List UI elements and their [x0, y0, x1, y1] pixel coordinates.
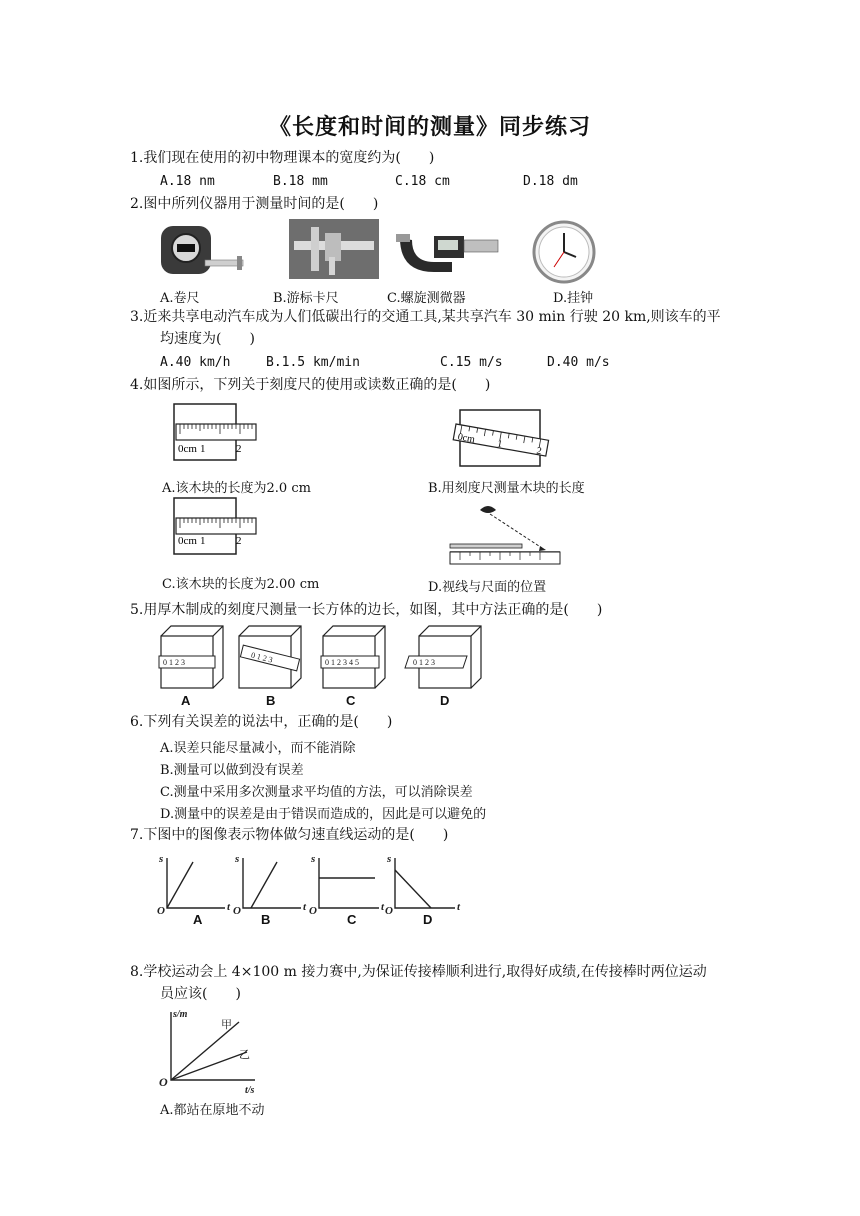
- svg-text:1: 1: [496, 438, 504, 451]
- cube-ruler-figure: [155, 622, 485, 690]
- svg-text:O: O: [233, 905, 241, 917]
- svg-text:0cm: 0cm: [178, 535, 197, 547]
- q4-caption-b: B.用刻度尺测量木块的长度: [428, 481, 585, 496]
- svg-text:0 1 2 3: 0 1 2 3: [163, 658, 185, 667]
- q7-axis-s-a: s: [159, 853, 164, 865]
- vernier-caliper-image: [289, 219, 379, 279]
- sm-ts-graph: [155, 1006, 275, 1096]
- q7-origin-a: O: [157, 905, 165, 917]
- question-2: 2.图中所列仪器用于测量时间的是( ): [130, 196, 379, 212]
- svg-text:s: s: [387, 853, 392, 865]
- q5-label-c: C: [346, 693, 356, 708]
- q1-option-b: B.18 mm: [273, 174, 328, 189]
- q7-label-b: B: [261, 912, 271, 927]
- question-3-line-1: 3.近来共享电动汽车成为人们低碳出行的交通工具,某共享汽车 30 min 行驶 20 km,则该车的平: [130, 309, 721, 325]
- q6-option-b: B.测量可以做到没有误差: [160, 763, 304, 778]
- q2-option-b: B.游标卡尺: [273, 291, 339, 306]
- q5-label-b: B: [266, 693, 276, 708]
- q1-option-c: C.18 cm: [395, 174, 450, 189]
- question-6: 6.下列有关误差的说法中，正确的是( ): [130, 714, 393, 730]
- svg-text:2: 2: [535, 445, 543, 458]
- q3-option-d: D.40 m/s: [547, 355, 610, 370]
- svg-text:2: 2: [236, 535, 242, 547]
- svg-text:1: 1: [200, 535, 206, 547]
- question-1: 1.我们现在使用的初中物理课本的宽度约为( ): [130, 150, 435, 166]
- figure-4d: [450, 506, 560, 564]
- svg-text:0 1 2 3 4 5: 0 1 2 3 4 5: [325, 658, 359, 667]
- q4-caption-c: C.该木块的长度为2.00 cm: [162, 577, 320, 592]
- q8-line-yi: 乙: [239, 1049, 250, 1061]
- tape-measure-image: [155, 222, 245, 280]
- q1-option-d: D.18 dm: [523, 174, 578, 189]
- q8-axis-x: t/s: [245, 1085, 255, 1096]
- ruler-usage-figure: [160, 398, 620, 594]
- q8-origin: O: [159, 1075, 168, 1089]
- q3-option-b: B.1.5 km/min: [266, 355, 360, 370]
- q6-option-a: A.误差只能尽量减小，而不能消除: [160, 741, 356, 756]
- page-title: 《长度和时间的测量》同步练习: [268, 114, 591, 140]
- q8-axis-y: s/m: [173, 1009, 188, 1020]
- svg-text:s: s: [235, 853, 240, 865]
- svg-text:t: t: [303, 901, 307, 913]
- q6-option-c: C.测量中采用多次测量求平均值的方法，可以消除误差: [160, 785, 473, 800]
- wall-clock-image: [530, 219, 598, 285]
- micrometer-image: [394, 226, 504, 278]
- q7-axis-t-a: t: [227, 901, 231, 913]
- q5-label-d: D: [440, 693, 450, 708]
- svg-text:t: t: [457, 901, 461, 913]
- q2-option-c: C.螺旋测微器: [387, 291, 466, 306]
- q4-caption-a: A.该木块的长度为2.0 cm: [162, 481, 311, 496]
- ruler-label-zero: 0cm: [178, 443, 197, 455]
- svg-text:O: O: [385, 905, 393, 917]
- q7-label-c: C: [347, 912, 357, 927]
- q7-label-a: A: [193, 912, 203, 927]
- q6-option-d: D.测量中的误差是由于错误而造成的，因此是可以避免的: [160, 807, 487, 822]
- figure-4a: [174, 404, 256, 460]
- q4-caption-d: D.视线与尺面的位置: [428, 580, 547, 595]
- q2-option-d: D.挂钟: [553, 291, 594, 306]
- q3-option-a: A.40 km/h: [160, 355, 231, 370]
- q8-line-jia: 甲: [221, 1019, 232, 1031]
- figure-4b: [453, 410, 549, 466]
- question-4: 4.如图所示，下列关于刻度尺的使用或读数正确的是( ): [130, 377, 491, 393]
- q8-option-a: A.都站在原地不动: [160, 1103, 265, 1118]
- ruler-label-one: 1: [200, 443, 206, 455]
- question-8-line-1: 8.学校运动会上 4×100 m 接力赛中,为保证传接棒顺利进行,取得好成绩,在传接棒时两位运动: [130, 964, 707, 980]
- question-3-line-2: 均速度为( ): [160, 331, 255, 347]
- svg-text:0 1 2 3: 0 1 2 3: [250, 650, 274, 665]
- question-5: 5.用厚木制成的刻度尺测量一长方体的边长，如图，其中方法正确的是( ): [130, 602, 603, 618]
- q3-option-c: C.15 m/s: [440, 355, 503, 370]
- svg-text:O: O: [309, 905, 317, 917]
- ruler-label-two: 2: [236, 443, 242, 455]
- question-8-line-2: 员应该( ): [160, 986, 241, 1002]
- q1-option-a: A.18 nm: [160, 174, 215, 189]
- q2-option-a: A.卷尺: [160, 291, 200, 306]
- q7-label-d: D: [423, 912, 433, 927]
- svg-text:0 1 2 3: 0 1 2 3: [413, 658, 435, 667]
- svg-text:t: t: [381, 901, 385, 913]
- svg-text:0cm: 0cm: [456, 431, 476, 446]
- question-7: 7.下图中的图像表示物体做匀速直线运动的是( ): [130, 827, 449, 843]
- figure-4c: [174, 498, 256, 554]
- q5-label-a: A: [181, 693, 191, 708]
- svg-text:s: s: [311, 853, 316, 865]
